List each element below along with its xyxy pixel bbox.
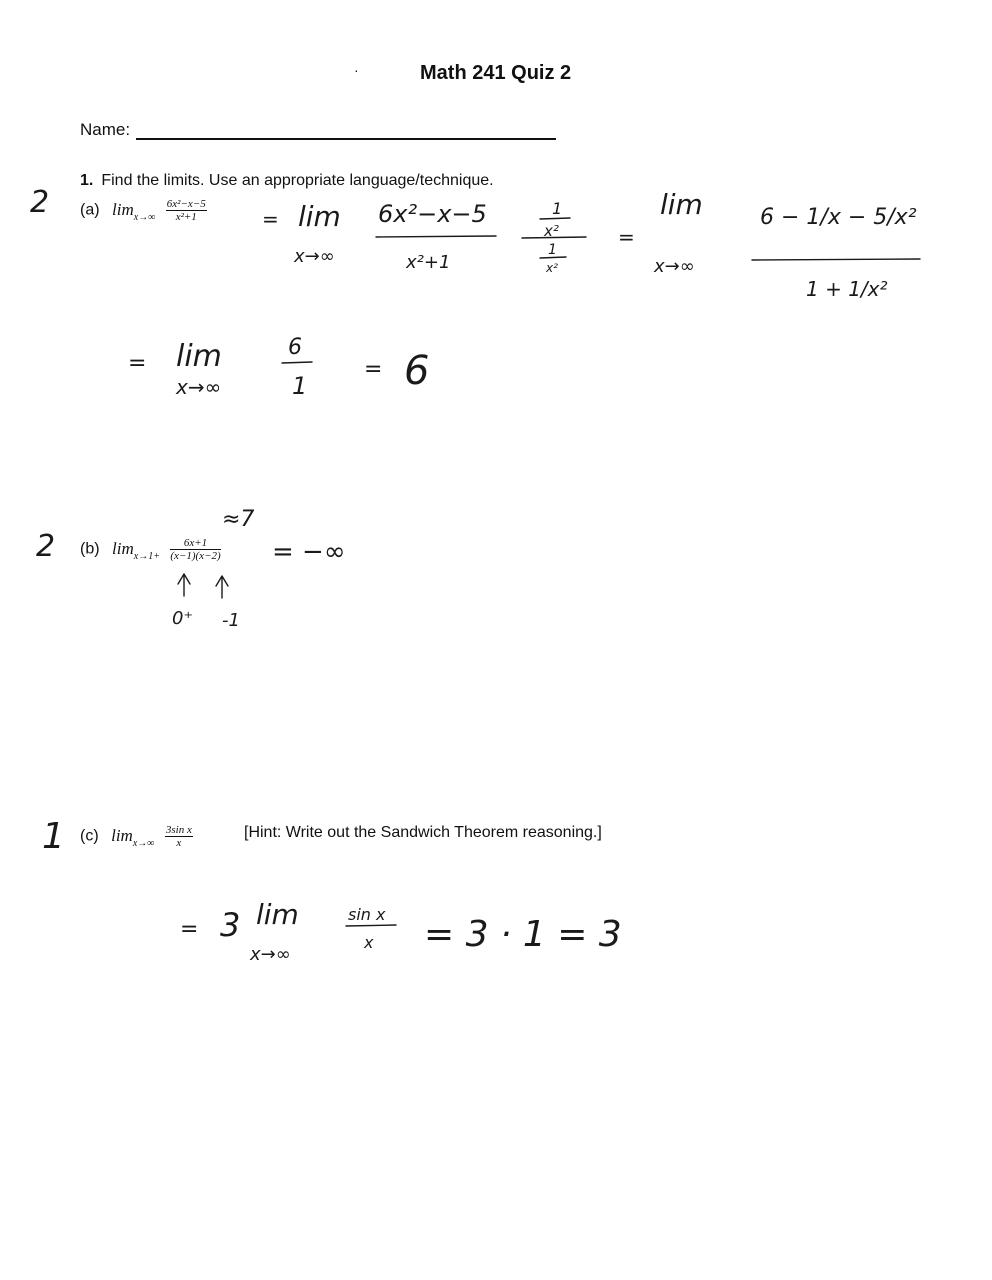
svg-text:1: 1 [552, 199, 563, 218]
score-c: 1 [42, 816, 65, 857]
part-c-work [180, 898, 622, 965]
svg-text:lim: lim [298, 200, 341, 233]
name-label: Name: [80, 120, 131, 139]
stray-dot: · [354, 62, 359, 78]
part-b-label: (b) [80, 540, 100, 558]
svg-text:1 + 1/x²: 1 + 1/x² [806, 277, 888, 301]
part-b-problem: (b) $\lim_{x\to 1+}$ $\frac{6x+1}{(x-1)(x-2)}$ [80, 537, 221, 562]
svg-text:sin x: sin x [348, 905, 386, 924]
arrow-up-icon [178, 574, 190, 596]
svg-text:x²: x² [546, 261, 558, 275]
svg-text:≈7: ≈7 [222, 507, 255, 532]
svg-text:=: = [262, 207, 279, 231]
svg-text:x²: x² [544, 222, 559, 240]
score-a: 2 [30, 185, 50, 220]
svg-text:-1: -1 [222, 610, 240, 631]
svg-text:1: 1 [548, 242, 557, 258]
part-c-hint: [Hint: Write out the Sandwich Theorem reasoning.] [244, 824, 602, 841]
svg-text:=: = [128, 351, 147, 376]
page-title: Math 241 Quiz 2 [420, 62, 572, 84]
svg-text:lim: lim [256, 898, 299, 931]
svg-text:lim: lim [660, 188, 703, 221]
svg-text:lim: lim [176, 339, 222, 374]
part-b-fraction: $\frac{6x+1}{(x-1)(x-2)}$ [170, 537, 221, 562]
svg-text:x: x [364, 933, 374, 952]
question-1-prompt: 1. Find the limits. Use an appropriate language/technique. [80, 172, 494, 189]
part-a-work-line2 [128, 335, 429, 400]
svg-text:x→∞: x→∞ [654, 256, 695, 277]
question-number: 1. [80, 172, 94, 189]
svg-text:= −∞: = −∞ [272, 537, 346, 567]
svg-text:=: = [618, 225, 635, 249]
part-c-fraction: $\frac{\text{3sin x}}{x}$ [165, 824, 192, 849]
svg-text:6: 6 [404, 348, 430, 394]
score-b: 2 [36, 529, 56, 564]
svg-text:6: 6 [288, 335, 302, 360]
part-a-fraction: $\frac{\text{6x²−x−5}}{\text{x²+1}}$ [166, 198, 206, 223]
part-a-label: (a) [80, 201, 100, 219]
part-a-problem: (a) $\lim_{x\to\infty}$ $\frac{\text{6x²−x−5}}{\text{x²+1}}$ [80, 198, 206, 223]
part-b-work [172, 507, 346, 631]
svg-text:x²+1: x²+1 [406, 252, 451, 273]
svg-text:0⁺: 0⁺ [172, 608, 193, 629]
part-c-problem: (c) $\lim_{x\to\infty}$ $\frac{\text{3sin x}}{x}$ [80, 824, 192, 849]
svg-text:6x²−x−5: 6x²−x−5 [378, 200, 487, 228]
svg-text:=: = [180, 917, 199, 942]
arrow-up-icon [216, 576, 228, 598]
svg-text:= 3 · 1 = 3: = 3 · 1 = 3 [424, 914, 622, 955]
svg-text:x→∞: x→∞ [250, 944, 291, 965]
part-a-work-line1 [262, 188, 920, 301]
svg-text:1: 1 [292, 372, 308, 400]
svg-text:3: 3 [220, 906, 241, 944]
svg-text:6 − 1/x − 5/x²: 6 − 1/x − 5/x² [760, 205, 917, 230]
svg-text:x→∞: x→∞ [294, 246, 335, 267]
svg-text:x→∞: x→∞ [176, 375, 222, 399]
part-c-label: (c) [80, 827, 99, 845]
svg-text:=: = [364, 357, 383, 382]
